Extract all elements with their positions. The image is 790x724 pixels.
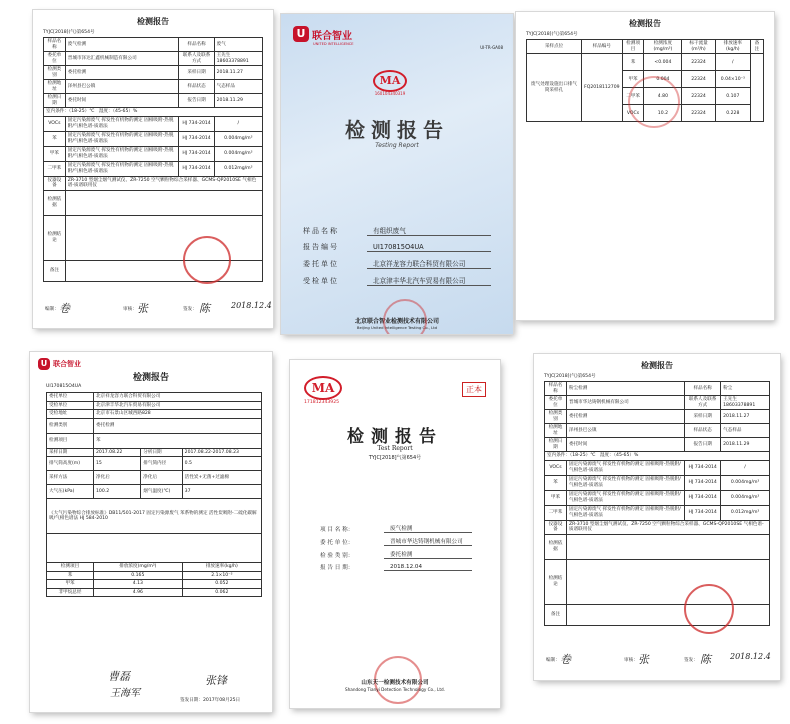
item-value: 0.012mg/m³: [721, 505, 770, 520]
cell: 样品状态: [179, 80, 214, 94]
handwritten-signature: 陈: [700, 653, 711, 666]
cell: 37: [182, 485, 261, 499]
handwritten-signature: 张: [638, 653, 649, 666]
red-seal: [684, 584, 734, 634]
item-method: 固定污染源废气 挥发性有机物的测定 固相吸附-热脱附/气相色谱-质谱法: [65, 116, 179, 131]
item-value: 0.012mg/m³: [214, 161, 262, 176]
sign-label: 审核：: [624, 658, 638, 663]
header-cell: 排放浓度(mg/m³): [94, 563, 183, 572]
item-std: HJ 734-2014: [179, 161, 214, 176]
field-key: 委托单位: [303, 260, 339, 268]
header-cell: 检测项目: [622, 40, 644, 54]
brand-english: UNITED INTELLIGENCE: [313, 42, 354, 46]
field-value: 2018.12.04: [384, 564, 472, 571]
row-conc: 4.80: [644, 88, 682, 105]
handwritten-signature: 张锋: [205, 674, 227, 687]
cell: [566, 559, 769, 604]
sample-id: FQ2018112709: [582, 54, 623, 122]
cell: 备注: [545, 604, 567, 625]
field-key: 项 目 名 称：: [320, 527, 354, 533]
cover-field: [303, 225, 491, 236]
cell: 检测日期: [545, 438, 567, 452]
cell: 王先生 18603378891: [721, 396, 770, 410]
item-method: 固定污染源废气 挥发性有机物的测定 固相吸附-热脱附/气相色谱-质谱法: [566, 490, 684, 505]
cover-field: [320, 524, 472, 533]
item-method: 固定污染源废气 挥发性有机物的测定 固相吸附-热脱附/气相色谱-质谱法: [65, 161, 179, 176]
row-flow: 22324: [682, 105, 715, 122]
cell: 报告日期: [685, 438, 721, 452]
cell: 检测结论: [545, 559, 567, 604]
doc-code: UI-TR-GA08: [480, 45, 503, 50]
field-key: 报告编号: [303, 243, 339, 251]
report-code: TYJC[2018](气)第654号: [526, 32, 578, 37]
row-rate: 0.052: [182, 580, 261, 589]
cell: 2018.11.27: [214, 66, 262, 80]
cell: 检测结论: [44, 215, 66, 260]
row-flow: 22324: [682, 71, 715, 88]
item-value: 0.004mg/m³: [214, 131, 262, 146]
report-page-3: [30, 352, 272, 712]
sign-label: 签发：: [684, 658, 698, 663]
cell: 大气压(kPa): [47, 485, 94, 499]
cover-field: [320, 537, 472, 546]
cell: 排气筒高度(m): [47, 457, 94, 471]
row-rate: 2.1×10⁻³: [182, 571, 261, 580]
item-method: 固定污染源废气 挥发性有机物的测定 固相吸附-热脱附/气相色谱-质谱法: [566, 505, 684, 520]
row-conc: 0.165: [94, 571, 183, 580]
cell: 委托单位: [545, 396, 567, 410]
field-value: 晋城市华达铸钢机械有限公司: [384, 537, 472, 546]
cell: 仪器设备: [44, 176, 66, 190]
header-cell: 备注: [750, 40, 763, 54]
handwritten-signature: 卷: [560, 653, 571, 666]
item-std: HJ 734-2014: [179, 131, 214, 146]
cover-field: [320, 550, 472, 559]
report-code: TYJC[2018](气)第654号: [43, 30, 95, 35]
cell: 委托检测: [566, 410, 684, 424]
ma-logo: MA: [373, 70, 407, 92]
cell: 检测项目: [47, 433, 94, 448]
cell: 委托单位: [44, 52, 66, 66]
page-title: 检测报告: [629, 18, 661, 28]
cover-page-2: [290, 360, 500, 708]
cell: 2018.11.29: [214, 94, 262, 108]
row-conc: 4.13: [94, 580, 183, 589]
cell: 样品名称: [44, 38, 66, 52]
cell: 委托时间: [566, 438, 684, 452]
row-flow: 22324: [682, 54, 715, 71]
row-rate: /: [715, 54, 750, 71]
cell: [65, 190, 262, 215]
item-name: 二甲苯: [545, 505, 567, 520]
item-name: 苯: [545, 475, 567, 490]
issuing-org: 山东天一检测技术有限公司: [361, 680, 429, 686]
row-item: 非甲烷总烃: [47, 588, 94, 597]
cell: [566, 534, 769, 559]
environment-note: 室内条件：（18-25）℃ 湿度：（45-65）%: [44, 108, 263, 117]
header-cell: 采样点位: [527, 40, 582, 54]
page-title: 检测报告: [132, 373, 169, 383]
ma-number: 160104340319: [374, 91, 406, 96]
cell: 报告日期: [179, 94, 214, 108]
brand-name: 联合智业: [53, 360, 81, 368]
page-title: 检测报告: [137, 16, 169, 26]
field-value: 有组织废气: [367, 225, 491, 236]
item-value: 0.004mg/m³: [721, 490, 770, 505]
cover-subtitle: Test Report: [377, 445, 413, 452]
issuing-org: 北京联合智业检测技术有限公司: [354, 318, 439, 325]
cell: 活性炭+无菌+过滤棉: [182, 471, 261, 485]
handwritten-signature: 卷: [59, 302, 70, 315]
cell: 联系人及联系方式: [685, 396, 721, 410]
brand-logo: [38, 358, 81, 370]
row-rate: 0.062: [182, 588, 261, 597]
ma-mark: [304, 376, 342, 405]
cell: 2017.08.22-2017.08.23: [182, 448, 261, 457]
cell: 受检单位: [47, 401, 94, 410]
report-code: UI170815O4UA: [46, 384, 82, 389]
sample-point: 废气处理设施出口排气筒采样孔: [527, 54, 582, 122]
cell: 晋城市华达铸钢机械有限公司: [566, 396, 684, 410]
cell: 北京祥龙容力联合科贸有限公司: [94, 393, 262, 402]
cover-title: 检测报告: [347, 427, 443, 447]
cell: 粉尘: [721, 382, 770, 396]
item-std: HJ 734-2014: [179, 146, 214, 161]
cell: 检测依据: [545, 534, 567, 559]
cell: 样品名称: [545, 382, 567, 396]
item-std: HJ 734-2014: [685, 475, 721, 490]
cell: 气态样品: [214, 80, 262, 94]
handwritten-date: 2018.12.4: [231, 301, 272, 310]
item-name: 甲苯: [44, 146, 66, 161]
cell: 采样日期: [179, 66, 214, 80]
item-value: /: [721, 460, 770, 475]
cell: 晋城市泽达汇鑫机械制造有限公司: [65, 52, 179, 66]
cover-field: [320, 563, 472, 571]
cell: 苯: [94, 433, 262, 448]
sign-label: 编制：: [546, 658, 560, 663]
cell: 2018.11.27: [721, 410, 770, 424]
cover-fields: [320, 520, 472, 575]
cell: 样品名称: [685, 382, 721, 396]
row-conc: 10.2: [644, 105, 682, 122]
issue-date: 签发日期：2017年08月25日: [180, 698, 241, 703]
cell: 检测类别: [44, 66, 66, 80]
report-page-1: [33, 10, 273, 328]
row-item: 苯: [47, 571, 94, 580]
cell: 2017.08.22: [94, 448, 141, 457]
cell: 北京市石景山区城西路828: [94, 410, 262, 419]
sign-label: 签发：: [183, 307, 197, 312]
cell: [566, 604, 769, 625]
cover-title: 检测报告: [345, 118, 449, 142]
row-conc: <0.004: [644, 54, 682, 71]
cell: 采样方法: [47, 471, 94, 485]
cell: 检测地址: [44, 80, 66, 94]
ma-mark: [373, 69, 407, 97]
red-seal: [383, 299, 427, 334]
row-item: VOCs: [622, 105, 644, 122]
field-value: 北京津丰华北汽车贸易有限公司: [367, 275, 491, 286]
item-std: HJ 734-2014: [685, 490, 721, 505]
cell: 委托单位: [47, 393, 94, 402]
item-method: 固定污染源废气 挥发性有机物的测定 固相吸附-热脱附/气相色谱-质谱法: [65, 146, 179, 161]
item-value: 0.004mg/m³: [721, 475, 770, 490]
cover-fields: [303, 219, 491, 292]
cell: 委托检测: [65, 66, 179, 80]
equipment-note: ZR-3710 型烟尘烟气测试仪、ZR-7250 空气颗粒物综合采样器、GCMS-QP2010SE 气相色谱-质谱联用仪: [65, 176, 262, 190]
item-name: VOCs: [545, 460, 567, 475]
cell: 备注: [44, 260, 66, 281]
original-stamp: 正本: [462, 382, 486, 397]
cell: 废气: [214, 38, 262, 52]
row-rate: 0.107: [715, 88, 750, 105]
cell: 样品状态: [685, 424, 721, 438]
cell: 净化后: [94, 471, 141, 485]
handwritten-signature: 陈: [199, 302, 210, 315]
field-value: UI170815O4UA: [367, 243, 491, 252]
field-key: 样品名称: [303, 227, 339, 235]
item-value: /: [214, 116, 262, 131]
cell: [65, 260, 262, 281]
row-conc: 0.004: [644, 71, 682, 88]
report-code: TYJC[2018]气第654号: [368, 455, 422, 461]
cell: 15: [94, 457, 141, 471]
basis-note: 《大气污染物综合排放标准》DB11/501-2017 固定污染源废气 苯系物的测定 活性炭吸附-二硫化碳解吸/气相色谱法 HJ 584-2010: [47, 499, 262, 534]
handwritten-date: 2018.12.4: [730, 652, 771, 661]
equipment-note: ZR-3710 型烟尘烟气测试仪、ZR-7250 空气颗粒物综合采样器、GCMS-QP2010SE 气相色谱-质谱联用仪: [566, 520, 769, 534]
cell: 检测类别: [545, 410, 567, 424]
cover-field: [303, 242, 491, 252]
field-value: 北京祥龙容力联合科贸有限公司: [367, 258, 491, 269]
field-key: 委 托 单 位：: [320, 540, 354, 546]
field-key: 受检单位: [303, 277, 339, 285]
item-method: 固定污染源废气 挥发性有机物的测定 固相吸附-热脱附/气相色谱-质谱法: [65, 131, 179, 146]
report-page-4: [534, 354, 780, 680]
cell: 委托时间: [65, 94, 179, 108]
blank-cell: [47, 534, 262, 563]
cell: 2018.11.29: [721, 438, 770, 452]
ma-number: 171812343925: [304, 400, 340, 405]
cell: 检测日期: [44, 94, 66, 108]
cell: 0.5: [182, 457, 261, 471]
row-item: 苯: [622, 54, 644, 71]
item-value: 0.004mg/m³: [214, 146, 262, 161]
info-table: [544, 381, 770, 626]
brand-name: 联合智业: [312, 30, 352, 42]
row-item: 甲苯: [47, 580, 94, 589]
field-key: 检 验 类 别：: [320, 553, 354, 559]
info-table: [46, 392, 262, 597]
cell: 气态样品: [721, 424, 770, 438]
row-conc: 4.96: [94, 588, 183, 597]
cell: 检测类别: [47, 418, 94, 433]
item-method: 固定污染源废气 挥发性有机物的测定 固相吸附-热脱附/气相色谱-质谱法: [566, 460, 684, 475]
item-name: 苯: [44, 131, 66, 146]
item-name: 甲苯: [545, 490, 567, 505]
item-std: HJ 734-2014: [685, 460, 721, 475]
cell: 分析日期: [141, 448, 182, 457]
issuing-org-english: Beijing United Intelligence Testing Co., Ltd: [356, 325, 438, 330]
environment-note: 室内条件：（18-25）℃ 湿度：（45-65）%: [545, 452, 770, 461]
handwritten-signature: 曹磊: [108, 670, 130, 683]
cell: 联系人及联系方式: [179, 52, 214, 66]
ma-logo: MA: [304, 376, 342, 400]
cell: [65, 215, 262, 260]
handwritten-signature: 张: [137, 302, 148, 315]
cell: 王先生 18603378891: [214, 52, 262, 66]
cover-field: [303, 275, 491, 286]
cell: 100.2: [94, 485, 141, 499]
row-flow: 22324: [682, 88, 715, 105]
field-value: 委托检测: [384, 550, 472, 559]
red-seal: [183, 236, 231, 284]
report-code: TYJC[2018](气)第654号: [544, 374, 596, 379]
header-cell: 标干流量(m³/h): [682, 40, 715, 54]
logo-mark-icon: U: [38, 358, 50, 370]
item-std: HJ 734-2014: [685, 505, 721, 520]
info-table: [43, 37, 263, 282]
red-seal: [628, 76, 680, 128]
cell: 受检地址: [47, 410, 94, 419]
header-cell: 检测项目: [47, 563, 94, 572]
handwritten-signature: 王海军: [110, 688, 140, 699]
cell: 采样日期: [685, 410, 721, 424]
cell: 采样日期: [47, 448, 94, 457]
cell: 泽州县巴公镇: [566, 424, 684, 438]
page-title: 检测报告: [641, 360, 673, 370]
cell: 委托检测: [94, 418, 262, 433]
cell: 样品名称: [179, 38, 214, 52]
logo-mark-icon: U: [293, 26, 309, 42]
cell: 检测地址: [545, 424, 567, 438]
item-name: VOCs: [44, 116, 66, 131]
cell: 检测依据: [44, 190, 66, 215]
sign-label: 审核：: [123, 307, 137, 312]
report-page-2: [516, 12, 774, 320]
cell: 泽州县巴公镇: [65, 80, 179, 94]
cell: 粉尘检测: [566, 382, 684, 396]
remark-cell: [750, 54, 763, 122]
sign-label: 编制：: [45, 307, 59, 312]
cell: 烟气温度(℃): [141, 485, 182, 499]
cell: 北京津丰华北汽车贸易有限公司: [94, 401, 262, 410]
row-item: 二甲苯: [622, 88, 644, 105]
field-value: 废气检测: [384, 524, 472, 533]
cover-subtitle: Testing Report: [375, 142, 419, 149]
row-rate: 0.228: [715, 105, 750, 122]
cover-field: [303, 258, 491, 269]
header-cell: 样品编号: [582, 40, 623, 54]
item-name: 二甲苯: [44, 161, 66, 176]
cover-page-1: [281, 14, 513, 334]
cell: 净化后: [141, 471, 182, 485]
cell: 废气检测: [65, 38, 179, 52]
item-std: HJ 734-2014: [179, 116, 214, 131]
cell: 仪器设备: [545, 520, 567, 534]
item-method: 固定污染源废气 挥发性有机物的测定 固相吸附-热脱附/气相色谱-质谱法: [566, 475, 684, 490]
brand-logo: [293, 26, 352, 42]
header-cell: 排放速率(kg/h): [715, 40, 750, 54]
cell: 排气筒内径: [141, 457, 182, 471]
row-item: 甲苯: [622, 71, 644, 88]
field-key: 报 告 日 期：: [320, 565, 354, 571]
header-cell: 排放速率(kg/h): [182, 563, 261, 572]
row-rate: 0.04×10⁻³: [715, 71, 750, 88]
header-cell: 检测浓度(mg/m³): [644, 40, 682, 54]
issuing-org-english: Shandong Tianyi Detection Technology Co., Ltd.: [344, 687, 445, 692]
